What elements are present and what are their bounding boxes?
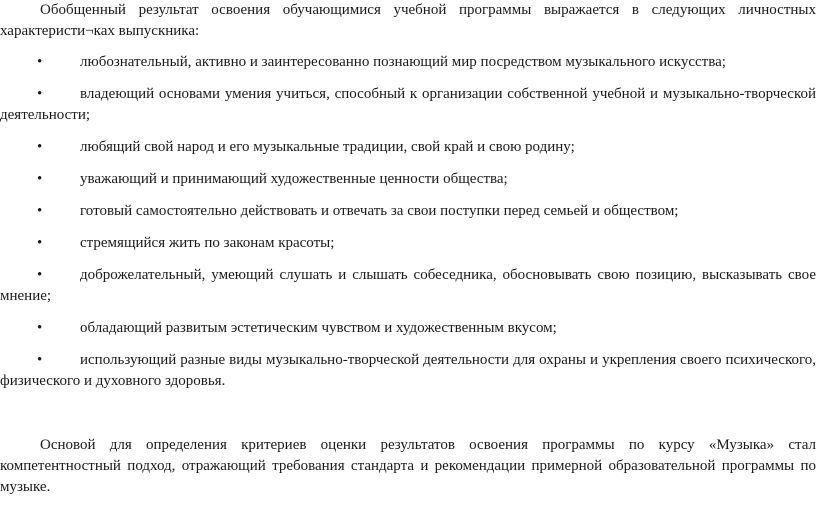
bullet-mark: • [37,139,43,155]
list-item-text: доброжелательный, умеющий слушать и слышать собеседника, обосновывать свою позицию, высказывать свое мнение; [0,267,816,304]
closing-paragraph: Основой для определения критериев оценки результатов освоения программы по курсу «Музыка» стал компетентностный подход, отражающий требования стандарта и рекомендации примерной образовательной программы по музыке. [0,437,816,495]
list-item-text: стремящийся жить по законам красоты; [80,235,335,251]
list-item [0,84,816,126]
bullet-mark: • [37,320,43,336]
bullet-mark: • [37,171,43,187]
list-item [0,350,816,392]
bullet-mark: • [37,235,43,251]
list-item-text: владеющий основами умения учиться, способный к организации собственной учебной и музыкально-творческой деятельности; [0,86,816,123]
bullet-mark: • [37,352,43,368]
bullet-mark: • [37,267,43,283]
list-item [0,265,816,307]
bullet-mark: • [37,86,43,102]
list-item [0,318,816,339]
list-item-text: уважающий и принимающий художественные ценности общества; [80,171,508,187]
list-item-text: любящий свой народ и его музыкальные традиции, свой край и свою родину; [80,139,575,155]
list-item [0,52,816,73]
list-item-text: готовый самостоятельно действовать и отвечать за свои поступки перед семьей и обществом; [80,203,679,219]
list-item [0,169,816,190]
bullet-mark: • [37,54,43,70]
list-item [0,201,816,222]
list-item [0,233,816,254]
list-item-text: использующий разные виды музыкально-творческой деятельности для охраны и укрепления своего психического, физического и духовного здоровья. [0,352,816,389]
intro-paragraph: Обобщенный результат освоения обучающимися учебной программы выражается в следующих личностных характеристи¬ках выпускника: [0,2,816,39]
list-item-text: любознательный, активно и заинтересованно познающий мир посредством музыкального искусства; [80,54,726,70]
list-item-text: обладающий развитым эстетическим чувством и художественным вкусом; [80,320,557,336]
list-item [0,137,816,158]
bullet-mark: • [37,203,43,219]
